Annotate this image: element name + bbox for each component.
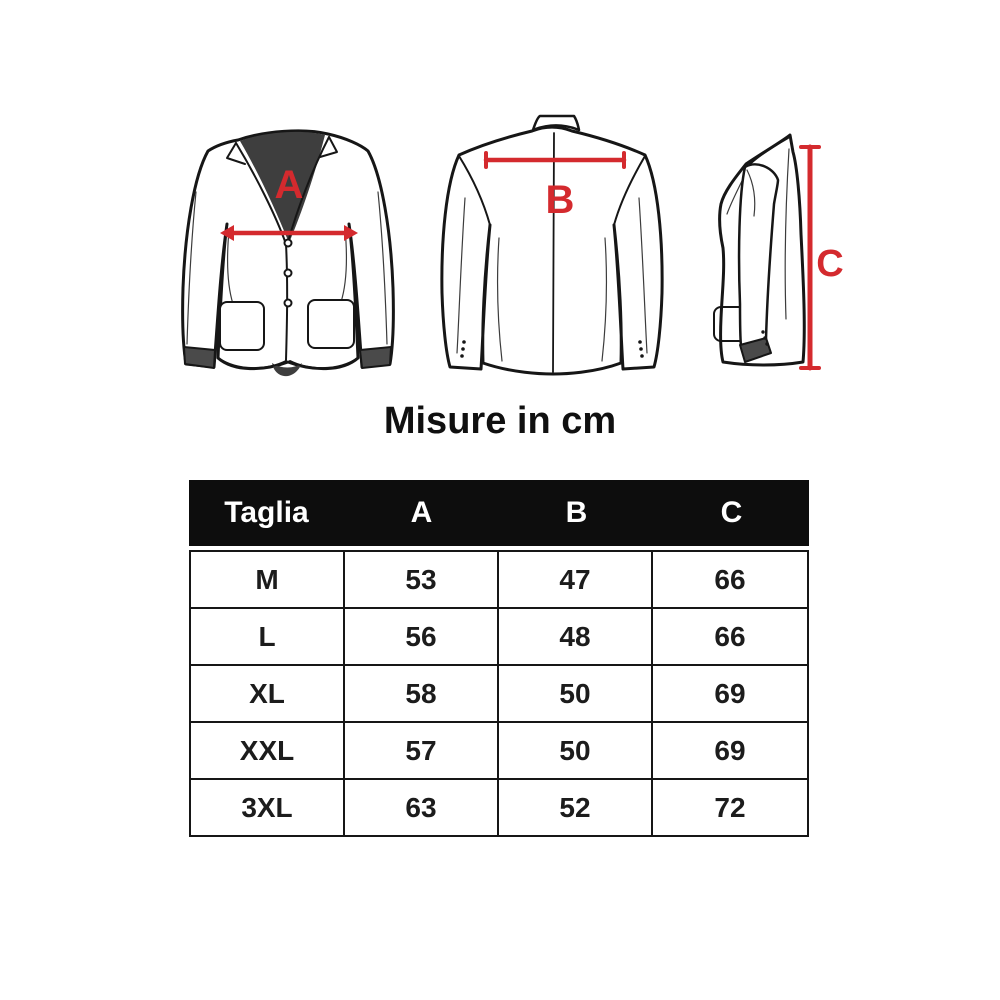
- measure-label-c: C: [816, 243, 844, 285]
- cell-b: 50: [499, 666, 653, 721]
- measure-label-a: A: [274, 163, 304, 207]
- jacket-front-illustration: [172, 112, 402, 382]
- cell-c: 69: [714, 734, 746, 766]
- cell-a: 63: [345, 780, 499, 835]
- cell-c: 72: [714, 791, 746, 823]
- cell-b: 50: [499, 723, 653, 778]
- jacket-back-illustration: [437, 113, 667, 378]
- measure-label-b: B: [545, 178, 575, 222]
- cell-a: 57: [345, 723, 499, 778]
- cell-c: 66: [714, 620, 746, 652]
- page-title: Misure in cm: [383, 400, 617, 442]
- table-row-xxl: [191, 723, 807, 780]
- header-cell-taglia: Taglia: [224, 496, 309, 529]
- button: [285, 240, 292, 247]
- cell-a: 53: [345, 552, 499, 607]
- table-row-m: [191, 552, 807, 609]
- left-pocket: [220, 302, 264, 350]
- cell-size: XL: [191, 666, 345, 721]
- center-seam: [553, 133, 554, 372]
- header-cell-c: C: [720, 496, 743, 529]
- cell-c: 66: [714, 563, 746, 595]
- cell-size: XXL: [191, 723, 345, 778]
- header-cell-a: A: [410, 496, 433, 529]
- size-table-body: [189, 550, 809, 837]
- table-row-3xl: [191, 780, 807, 835]
- header-cell-b: B: [565, 496, 588, 529]
- right-cuff: [360, 347, 391, 368]
- cell-size: 3XL: [191, 780, 345, 835]
- left-cuff: [184, 347, 215, 368]
- cell-a: 58: [345, 666, 499, 721]
- jacket-side-illustration: [694, 104, 846, 388]
- cell-b: 47: [499, 552, 653, 607]
- button: [285, 270, 292, 277]
- cell-a: 56: [345, 609, 499, 664]
- cell-c: 69: [714, 677, 746, 709]
- cell-size: L: [191, 609, 345, 664]
- table-row-xl: [191, 666, 807, 723]
- size-table: [189, 480, 809, 837]
- button: [285, 300, 292, 307]
- cell-b: 48: [499, 609, 653, 664]
- cell-b: 52: [499, 780, 653, 835]
- size-table-header: [189, 480, 809, 546]
- right-pocket: [308, 300, 354, 348]
- cell-size: M: [191, 552, 345, 607]
- table-row-l: [191, 609, 807, 666]
